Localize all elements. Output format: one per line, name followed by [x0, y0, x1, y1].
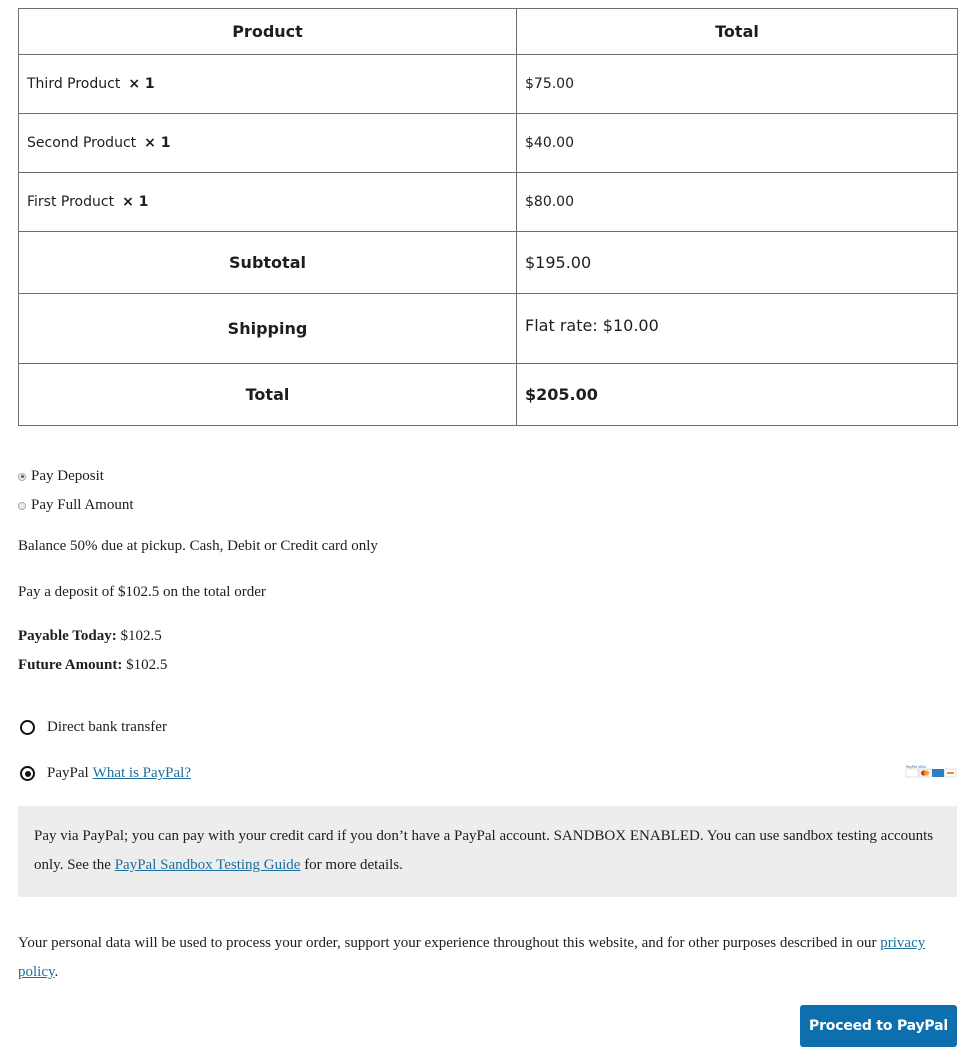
- total-value: $205.00: [517, 364, 958, 426]
- header-total: Total: [517, 9, 958, 55]
- product-quantity: × 1: [128, 76, 155, 92]
- payment-method-paypal[interactable]: [18, 765, 191, 782]
- privacy-notice: [18, 929, 957, 987]
- pay-full-amount-option[interactable]: [18, 491, 134, 520]
- product-price: $80.00: [517, 173, 958, 232]
- total-label: Total: [19, 364, 517, 426]
- pay-full-amount-label: Pay Full Amount: [31, 497, 134, 513]
- paypal-label: PayPal: [47, 765, 89, 781]
- future-amount-value: $102.5: [126, 657, 168, 673]
- proceed-to-paypal-button[interactable]: Proceed to PayPal: [800, 1005, 957, 1047]
- shipping-value: Flat rate: $10.00: [517, 294, 958, 364]
- cart-item-row: [19, 55, 958, 114]
- payable-today-label: Payable Today:: [18, 628, 117, 644]
- payment-method-bank-transfer[interactable]: [18, 719, 167, 736]
- privacy-policy-link[interactable]: privacy policy: [18, 935, 926, 980]
- product-quantity: × 1: [122, 194, 149, 210]
- cart-item-row: [19, 173, 958, 232]
- pay-deposit-option[interactable]: [18, 462, 134, 491]
- order-review-table: [18, 8, 958, 426]
- bank-transfer-radio[interactable]: [20, 720, 35, 735]
- privacy-notice-text: Your personal data will be used to process your order, support your experience throughout this website, and for other purposes described in our: [18, 935, 881, 951]
- product-quantity: × 1: [144, 135, 171, 151]
- paypal-sandbox-guide-link[interactable]: PayPal Sandbox Testing Guide: [114, 857, 301, 873]
- cart-item-row: [19, 114, 958, 173]
- card-logos-graphic: [905, 764, 957, 778]
- payable-today-value: $102.5: [120, 628, 162, 644]
- paypal-description-text: Pay via PayPal; you can pay with your credit card if you don’t have a PayPal account. SANDBOX ENABLED. You can use sandbox testing accounts only. See the: [34, 828, 934, 873]
- table-header-row: [19, 9, 958, 55]
- subtotal-label: Subtotal: [19, 232, 517, 294]
- cart-item-name-cell: [19, 55, 517, 114]
- subtotal-value: $195.00: [517, 232, 958, 294]
- pay-deposit-label: Pay Deposit: [31, 468, 104, 484]
- card-logos-brand-text: PayPal VISA: [906, 765, 926, 769]
- order-total-row: [19, 364, 958, 426]
- deposit-options: [18, 462, 134, 520]
- product-name: Second Product: [27, 135, 137, 151]
- cart-item-name-cell: [19, 173, 517, 232]
- accepted-cards-icon: [905, 764, 957, 778]
- future-amount-label: Future Amount:: [18, 657, 123, 673]
- pay-deposit-radio[interactable]: [18, 473, 26, 481]
- product-price: $40.00: [517, 114, 958, 173]
- deposit-note: Pay a deposit of $102.5 on the total order: [18, 584, 266, 600]
- bank-transfer-label: Direct bank transfer: [47, 719, 167, 735]
- future-amount: [18, 657, 167, 674]
- paypal-description-box: [18, 806, 957, 897]
- paypal-radio[interactable]: [20, 766, 35, 781]
- header-product: Product: [19, 9, 517, 55]
- product-price: $75.00: [517, 55, 958, 114]
- subtotal-row: [19, 232, 958, 294]
- shipping-row: [19, 294, 958, 364]
- what-is-paypal-link[interactable]: What is PayPal?: [92, 765, 191, 781]
- privacy-notice-suffix: .: [54, 964, 59, 980]
- payable-today: [18, 628, 162, 645]
- product-name: First Product: [27, 194, 115, 210]
- product-name: Third Product: [27, 76, 121, 92]
- pay-full-amount-radio[interactable]: [18, 502, 26, 510]
- shipping-label: Shipping: [19, 294, 517, 364]
- cart-item-name-cell: [19, 114, 517, 173]
- balance-note: Balance 50% due at pickup. Cash, Debit or Credit card only: [18, 538, 378, 554]
- paypal-description-suffix: for more details.: [300, 857, 403, 873]
